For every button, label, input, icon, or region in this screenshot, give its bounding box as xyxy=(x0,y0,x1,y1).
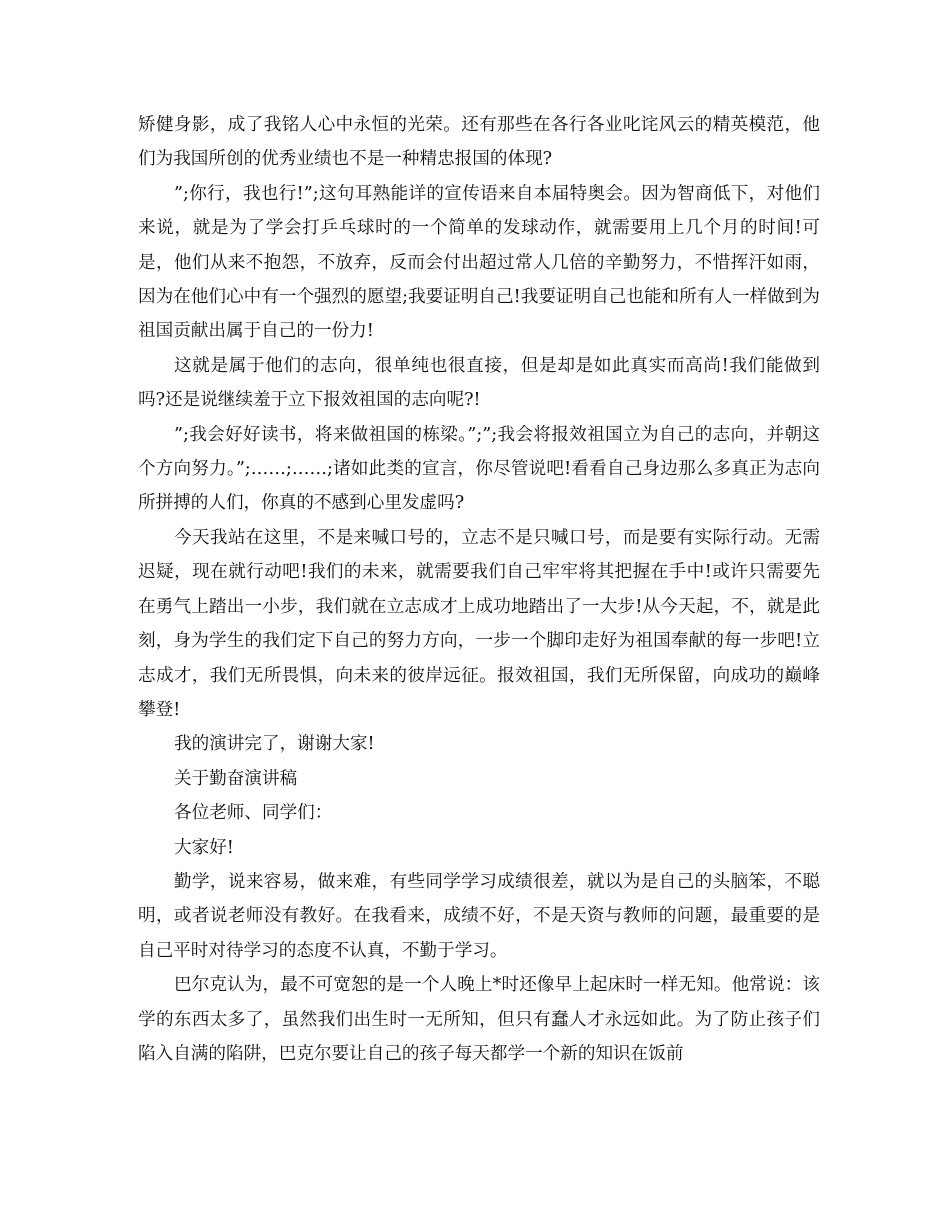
salutation: 各位老师、同学们： xyxy=(174,803,333,824)
paragraph-5: 今天我站在这里，不是来喊口号的，立志不是只喊口号，而是要有实际行动。无需迟疑，现在就行动吧!我们的未来，就需要我们自己牢牢将其把握在手中!或许只需要先在勇气上踏出一小步，我们就在立志成才上成功地踏出了一大步!从今天起，不，就是此刻，身为学生的我们定下自己的努力方向，一步一个脚印走好为祖国奉献的每一步吧!立志成才，我们无所畏惧，向未来的彼岸远征。报效祖国，我们无所保留，向成功的巅峰攀登! xyxy=(138,527,820,720)
paragraph-6: 我的演讲完了，谢谢大家! xyxy=(174,734,375,755)
paragraph-10: 勤学，说来容易，做来难，有些同学学习成绩很差，就以为是自己的头脑笨，不聪明，或者说老师没有教好。在我看来，成绩不好，不是天资与教师的问题，最重要的是自己平时对待学习的态度不认真，不勤于学习。 xyxy=(138,871,820,961)
document-body xyxy=(138,108,820,1071)
paragraph-2: ”;你行，我也行!”;这句耳熟能详的宣传语来自本届特奥会。因为智商低下，对他们来说，就是为了学会打乒乓球时的一个简单的发球动作，就需要用上几个月的时间!可是，他们从来不抱怨，不放弃，反而会付出超过常人几倍的辛勤努力，不惜挥汗如雨，因为在他们心中有一个强烈的愿望;我要证明自己!我要证明自己也能和所有人一样做到为祖国贡献出属于自己的一份力! xyxy=(138,183,820,342)
paragraph-11: 巴尔克认为，最不可宽恕的是一个人晚上*时还像早上起床时一样无知。他常说：该学的东西太多了，虽然我们出生时一无所知，但只有蠢人才永远如此。为了防止孩子们陷入自满的陷阱，巴克尔要让自己的孩子每天都学一个新的知识在饭前 xyxy=(138,975,820,1064)
greeting: 大家好! xyxy=(174,837,234,858)
section-title: 关于勤奋演讲稿 xyxy=(174,768,298,789)
paragraph-4: ”;我会好好读书，将来做祖国的栋梁。”;”;我会将报效祖国立为自己的志向，并朝这个方向努力。”;……;……;诸如此类的宣言，你尽管说吧!看看自己身边那么多真正为志向所拼搏的人们，你真的不感到心里发虚吗? xyxy=(138,424,820,514)
paragraph-1: 矫健身影，成了我铭人心中永恒的光荣。还有那些在各行各业叱诧风云的精英模范，他们为我国所创的优秀业绩也不是一种精忠报国的体现? xyxy=(138,115,820,170)
paragraph-3: 这就是属于他们的志向，很单纯也很直接，但是却是如此真实而高尚!我们能做到吗?还是说继续羞于立下报效祖国的志向呢?! xyxy=(138,355,820,411)
